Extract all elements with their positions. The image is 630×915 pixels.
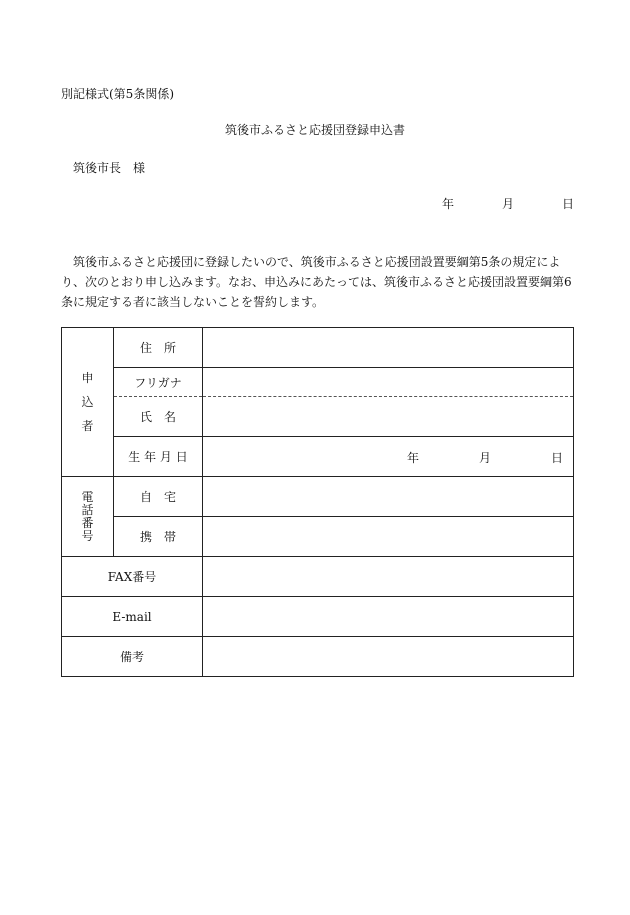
address-field[interactable]: [203, 328, 574, 368]
email-row: [62, 597, 574, 637]
furigana-field[interactable]: [203, 368, 574, 397]
fax-field[interactable]: [203, 557, 574, 597]
birthdate-row: [62, 437, 574, 477]
application-form-table: [61, 327, 574, 677]
date-day-unit: 日: [562, 197, 575, 211]
phone-group-label: 電 話 番 号: [62, 477, 114, 557]
remarks-label: 備考: [62, 637, 203, 677]
birthdate-month-unit: 月: [479, 451, 492, 465]
date-year-unit: 年: [442, 197, 455, 211]
applicant-group-label: 申 込 者: [62, 328, 114, 477]
birthdate-day-unit: 日: [551, 451, 564, 465]
home-phone-label: 自 宅: [114, 477, 203, 517]
furigana-row: [62, 368, 574, 397]
remarks-row: [62, 637, 574, 677]
furigana-label: フリガナ: [114, 368, 203, 397]
name-label: 氏 名: [114, 397, 203, 437]
fax-label: FAX番号: [62, 557, 203, 597]
home-phone-field[interactable]: [203, 477, 574, 517]
birthdate-label: 生 年 月 日: [114, 437, 203, 477]
addressee: 筑後市長 様: [73, 161, 146, 175]
email-field[interactable]: [203, 597, 574, 637]
document-title: 筑後市ふるさと応援団登録申込書: [224, 123, 405, 137]
form-number: 別記様式(第5条関係): [61, 87, 174, 101]
date-month-unit: 月: [502, 197, 515, 211]
mobile-phone-label: 携 帯: [114, 517, 203, 557]
address-row: [62, 328, 574, 368]
home-phone-row: [62, 477, 574, 517]
name-row: [62, 397, 574, 437]
mobile-phone-row: [62, 517, 574, 557]
remarks-field[interactable]: [203, 637, 574, 677]
address-label: 住 所: [114, 328, 203, 368]
mobile-phone-field[interactable]: [203, 517, 574, 557]
application-statement: 筑後市ふるさと応援団に登録したいので、筑後市ふるさと応援団設置要綱第5条の規定により、次のとおり申し込みます。なお、申込みにあたっては、筑後市ふるさと応援団設置要綱第6条に規定する者に該当しないことを誓約します。: [61, 255, 572, 309]
email-label: E-mail: [62, 597, 203, 637]
name-field[interactable]: [203, 397, 574, 437]
birthdate-field[interactable]: [203, 437, 574, 477]
fax-row: [62, 557, 574, 597]
birthdate-year-unit: 年: [407, 451, 420, 465]
